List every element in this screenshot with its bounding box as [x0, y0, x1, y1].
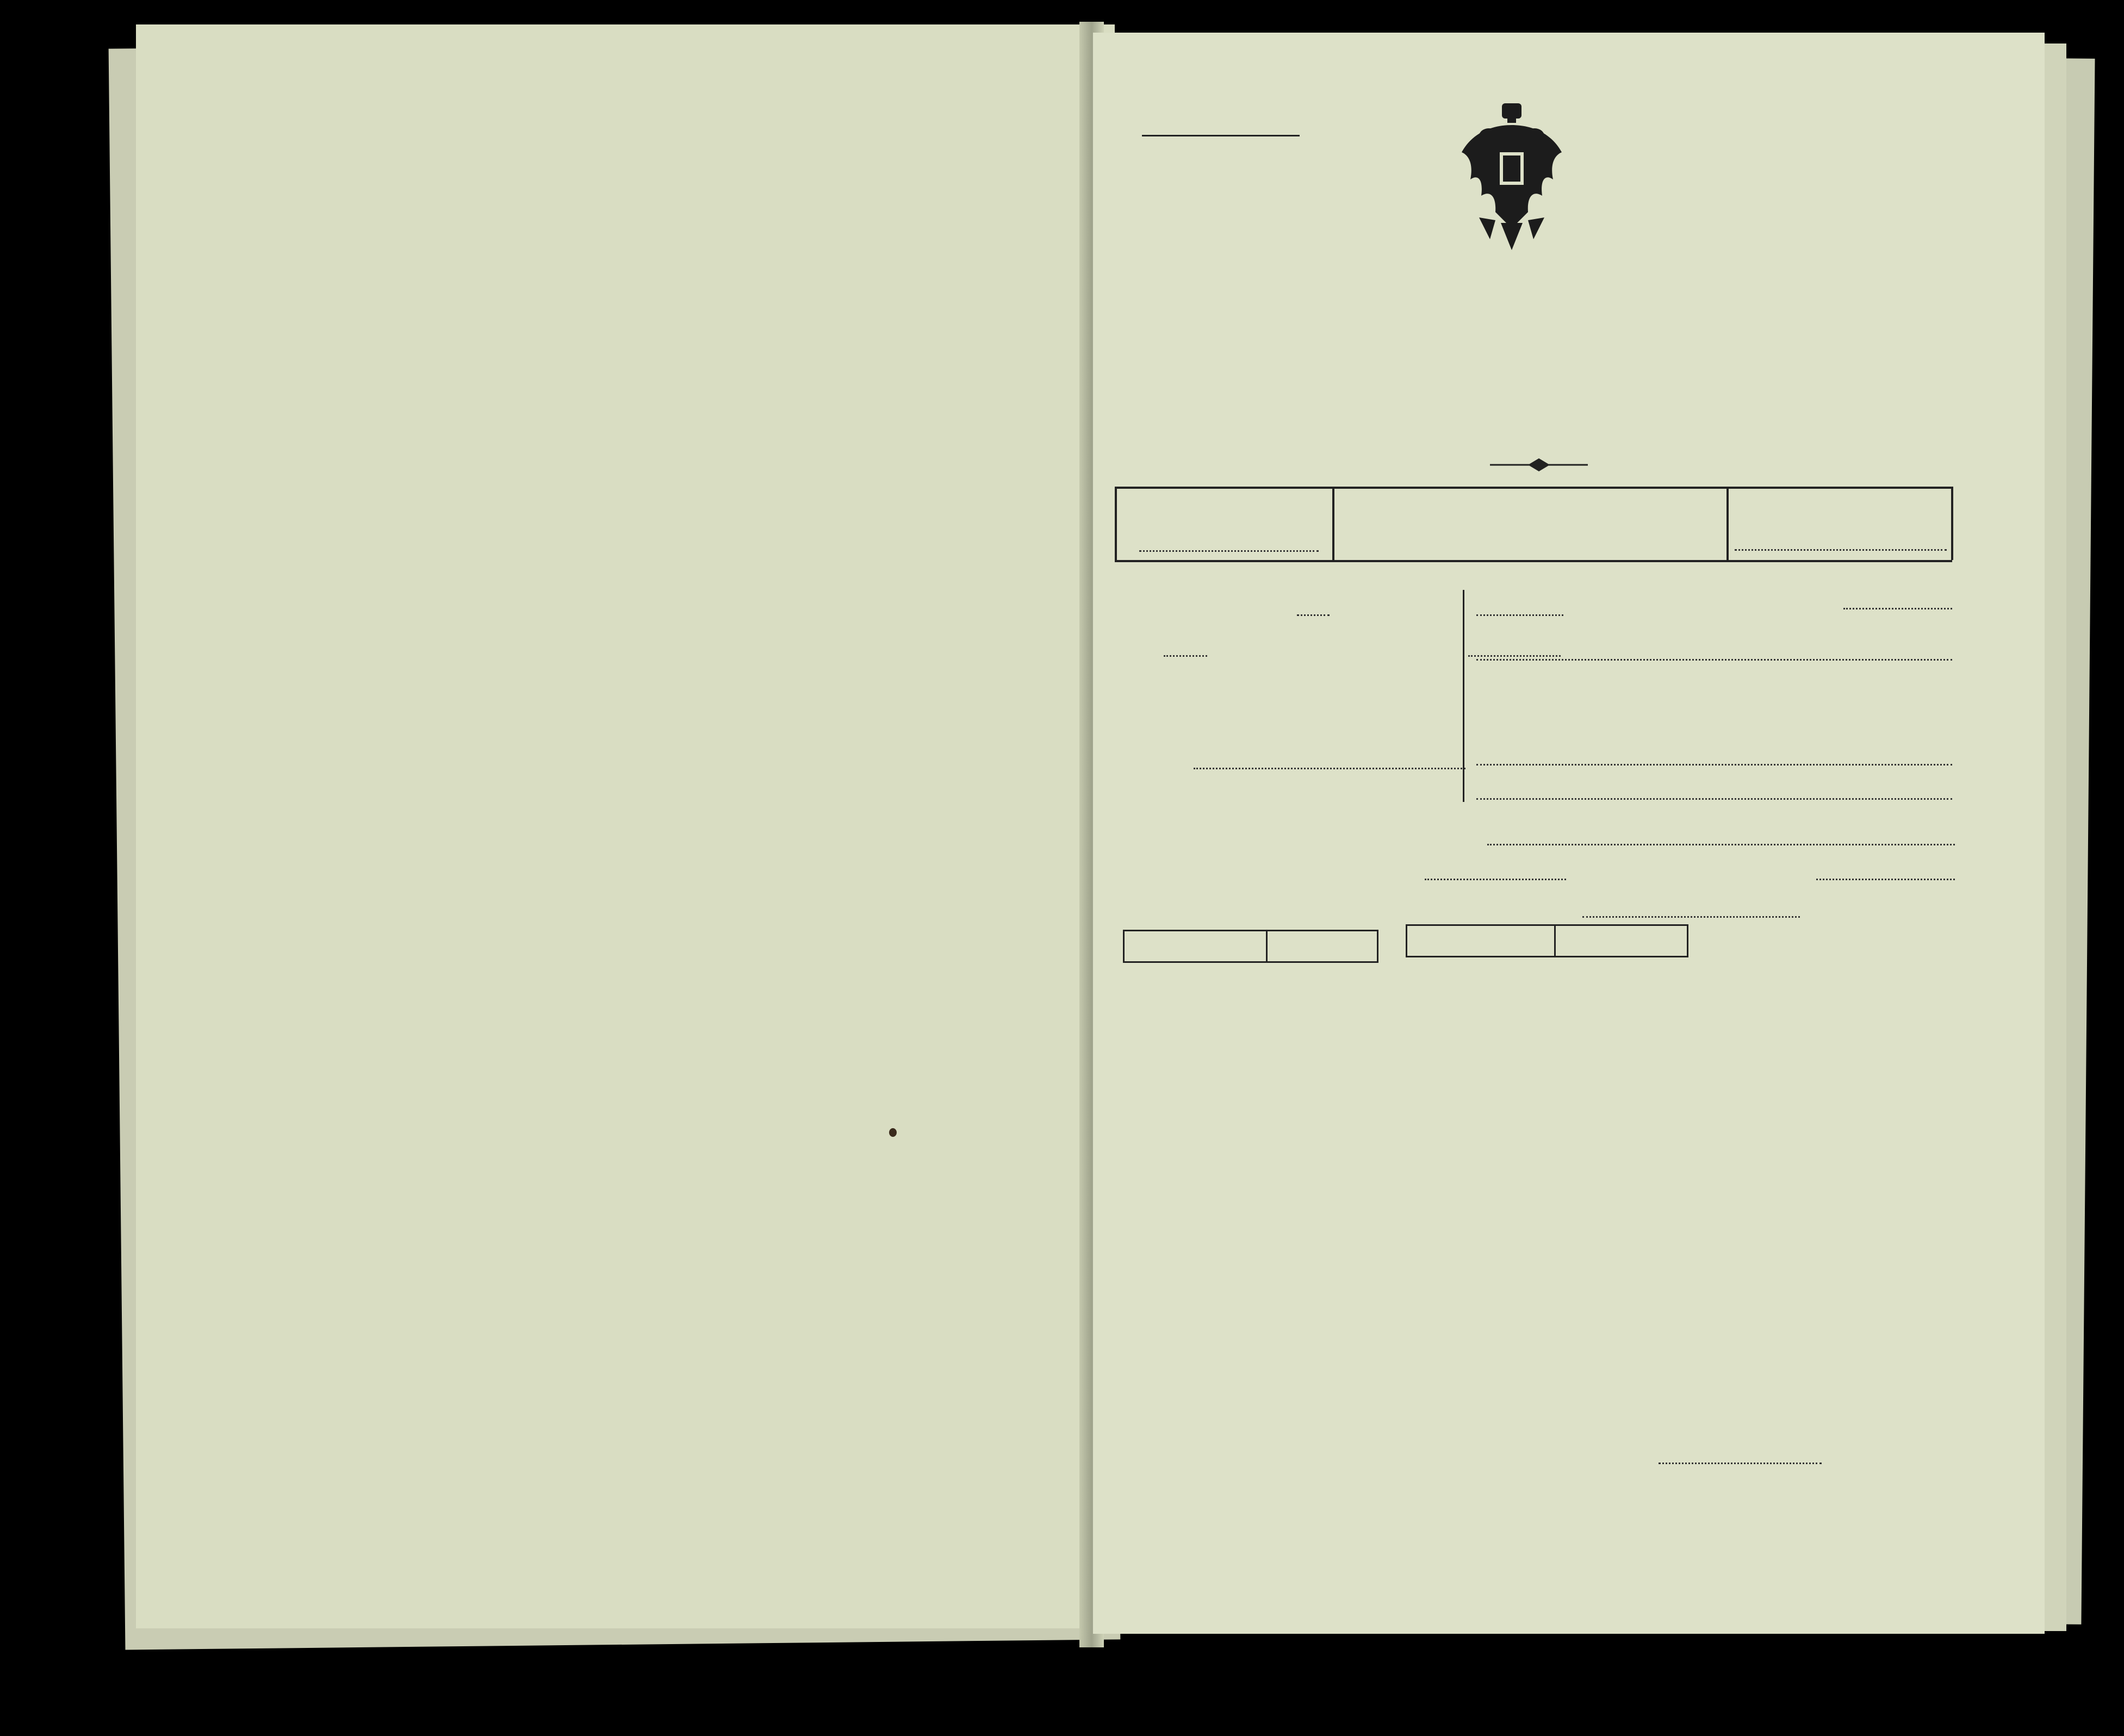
volost-underline — [1194, 768, 1465, 769]
ink-spot — [889, 1128, 897, 1137]
buildings-table-right — [1406, 924, 1688, 957]
col-roof — [1267, 931, 1378, 962]
signature-underline — [1659, 1463, 1822, 1464]
fields-divider — [1463, 590, 1464, 802]
police-underline — [1468, 655, 1561, 657]
top-box-line — [1332, 487, 1334, 560]
top-box-line — [1115, 487, 1117, 560]
province-underline — [1139, 550, 1319, 552]
stan-underline — [1164, 655, 1207, 657]
lives-own-underline — [1425, 879, 1566, 880]
census-form-page — [1093, 33, 2045, 1634]
district-underline — [1735, 549, 1947, 551]
lives-rent-underline — [1816, 879, 1955, 880]
top-box-line — [1951, 487, 1953, 560]
top-box-line — [1726, 487, 1729, 560]
top-box-line — [1115, 487, 1952, 489]
ornament-divider — [1490, 457, 1588, 473]
buildings-underline — [1582, 916, 1800, 918]
count-district-underline — [1476, 614, 1563, 616]
village-underline-2 — [1476, 798, 1952, 800]
col-material-2 — [1407, 925, 1555, 957]
col-roof-2 — [1555, 925, 1688, 957]
top-box-line — [1115, 560, 1952, 562]
left-page-faded-grid — [201, 136, 1082, 1522]
census-district-underline — [1297, 614, 1330, 616]
owner-underline — [1487, 844, 1955, 845]
col-material — [1124, 931, 1267, 962]
rural-society-underline-2 — [1476, 659, 1952, 661]
village-underline — [1476, 764, 1952, 766]
buildings-table-left — [1123, 930, 1378, 963]
rural-society-underline — [1843, 608, 1952, 609]
double-headed-eagle-icon — [1457, 103, 1566, 250]
free-underline — [1142, 135, 1300, 136]
